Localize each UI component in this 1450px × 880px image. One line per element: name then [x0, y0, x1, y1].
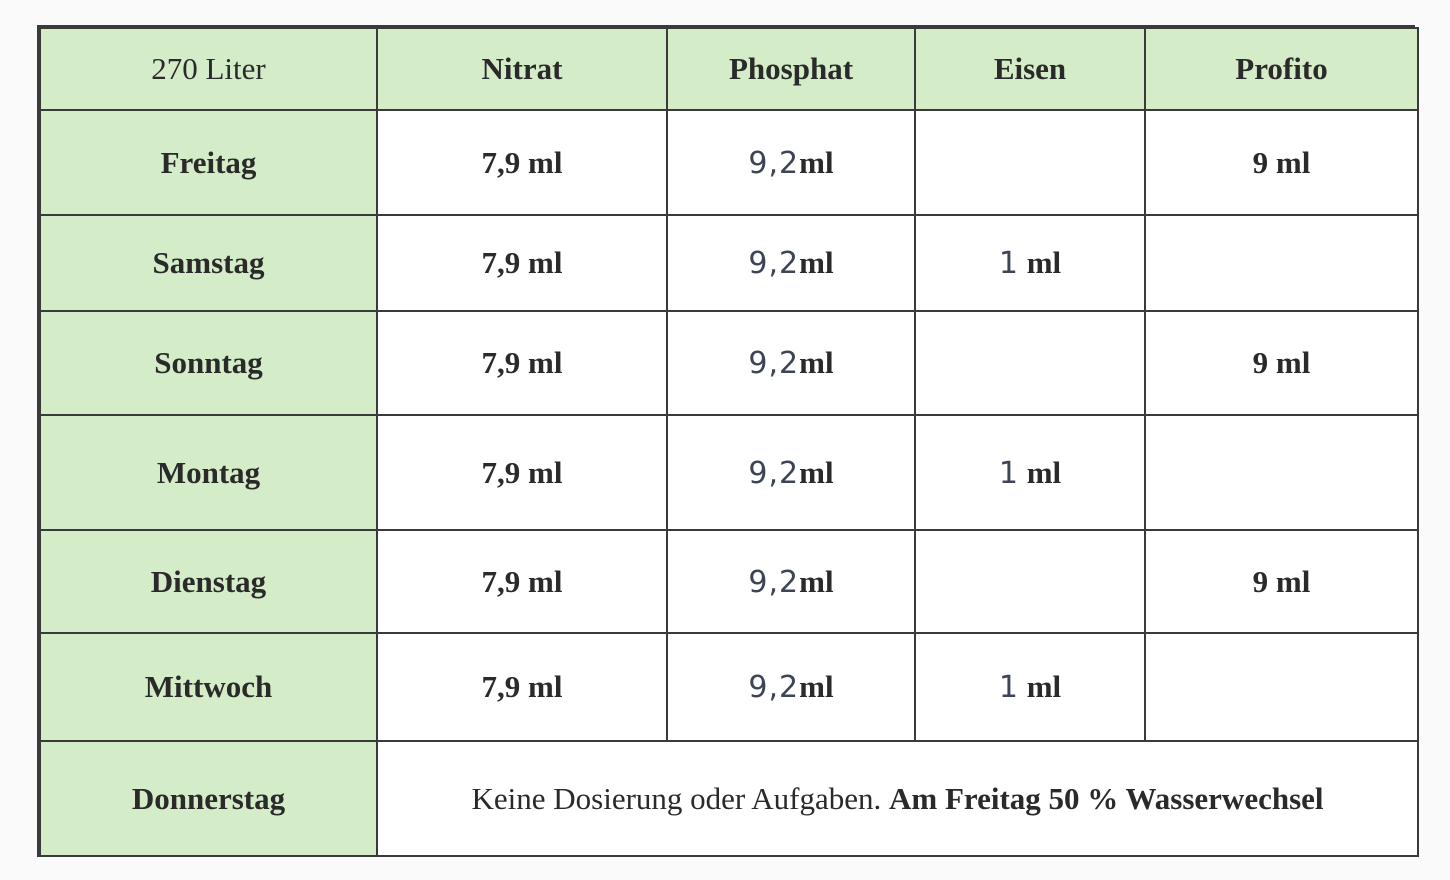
table-row [40, 110, 1418, 215]
eisen-dose-handwritten: 1 [998, 455, 1019, 491]
phosphat-dose [667, 215, 915, 311]
profito-dose [1145, 633, 1418, 741]
phosphat-dose [667, 530, 915, 633]
eisen-dose [915, 633, 1145, 741]
eisen-dose-unit: ml [1026, 669, 1062, 704]
phosphat-dose-handwritten: 9,2 [748, 246, 800, 281]
eisen-dose-unit: ml [1026, 245, 1062, 280]
nitrat-dose: 7,9 ml [377, 530, 667, 633]
table-row-last [40, 741, 1418, 856]
day-label: Donnerstag [40, 741, 377, 856]
column-header-nitrat: Nitrat [377, 28, 667, 110]
nitrat-dose: 7,9 ml [377, 415, 667, 530]
nitrat-dose: 7,9 ml [377, 311, 667, 415]
phosphat-dose-unit: ml [799, 144, 834, 180]
eisen-dose [915, 311, 1145, 415]
phosphat-dose-unit: ml [799, 454, 834, 490]
profito-dose [1145, 215, 1418, 311]
table-row [40, 530, 1418, 633]
note-cell [377, 741, 1418, 856]
phosphat-dose-handwritten: 9,2 [748, 346, 800, 381]
dosing-schedule-sheet [37, 25, 1415, 857]
day-label: Mittwoch [40, 633, 377, 741]
eisen-dose-handwritten: 1 [998, 670, 1019, 705]
table-row [40, 215, 1418, 311]
column-header-profito: Profito [1145, 28, 1418, 110]
note-text-plain: Keine Dosierung oder Aufgaben. [471, 780, 882, 816]
phosphat-dose [667, 633, 915, 741]
day-label: Freitag [40, 110, 377, 215]
tank-volume-label: 270 Liter [40, 28, 377, 110]
phosphat-dose-unit: ml [799, 563, 834, 599]
day-label: Sonntag [40, 311, 377, 415]
profito-dose: 9 ml [1145, 530, 1418, 633]
eisen-dose [915, 215, 1145, 311]
table-row [40, 311, 1418, 415]
table-row [40, 633, 1418, 741]
nitrat-dose: 7,9 ml [377, 215, 667, 311]
phosphat-dose-handwritten: 9,2 [748, 564, 800, 600]
phosphat-dose [667, 311, 915, 415]
phosphat-dose-unit: ml [799, 345, 834, 380]
eisen-dose [915, 530, 1145, 633]
phosphat-dose [667, 415, 915, 530]
phosphat-dose-handwritten: 9,2 [748, 670, 800, 705]
eisen-dose-handwritten: 1 [998, 246, 1019, 281]
phosphat-dose-unit: ml [799, 669, 834, 704]
table-row [40, 415, 1418, 530]
phosphat-dose [667, 110, 915, 215]
day-label: Dienstag [40, 530, 377, 633]
note-text-bold: Am Freitag 50 % Wasserwechsel [889, 780, 1324, 816]
day-label: Samstag [40, 215, 377, 311]
dosing-schedule-table [39, 27, 1419, 857]
nitrat-dose: 7,9 ml [377, 110, 667, 215]
day-label: Montag [40, 415, 377, 530]
eisen-dose [915, 415, 1145, 530]
eisen-dose-unit: ml [1026, 454, 1062, 490]
profito-dose [1145, 415, 1418, 530]
header-row [40, 28, 1418, 110]
profito-dose: 9 ml [1145, 110, 1418, 215]
phosphat-dose-unit: ml [799, 245, 834, 280]
column-header-eisen: Eisen [915, 28, 1145, 110]
eisen-dose [915, 110, 1145, 215]
phosphat-dose-handwritten: 9,2 [748, 145, 800, 181]
phosphat-dose-handwritten: 9,2 [748, 455, 800, 491]
profito-dose: 9 ml [1145, 311, 1418, 415]
column-header-phosphat: Phosphat [667, 28, 915, 110]
nitrat-dose: 7,9 ml [377, 633, 667, 741]
